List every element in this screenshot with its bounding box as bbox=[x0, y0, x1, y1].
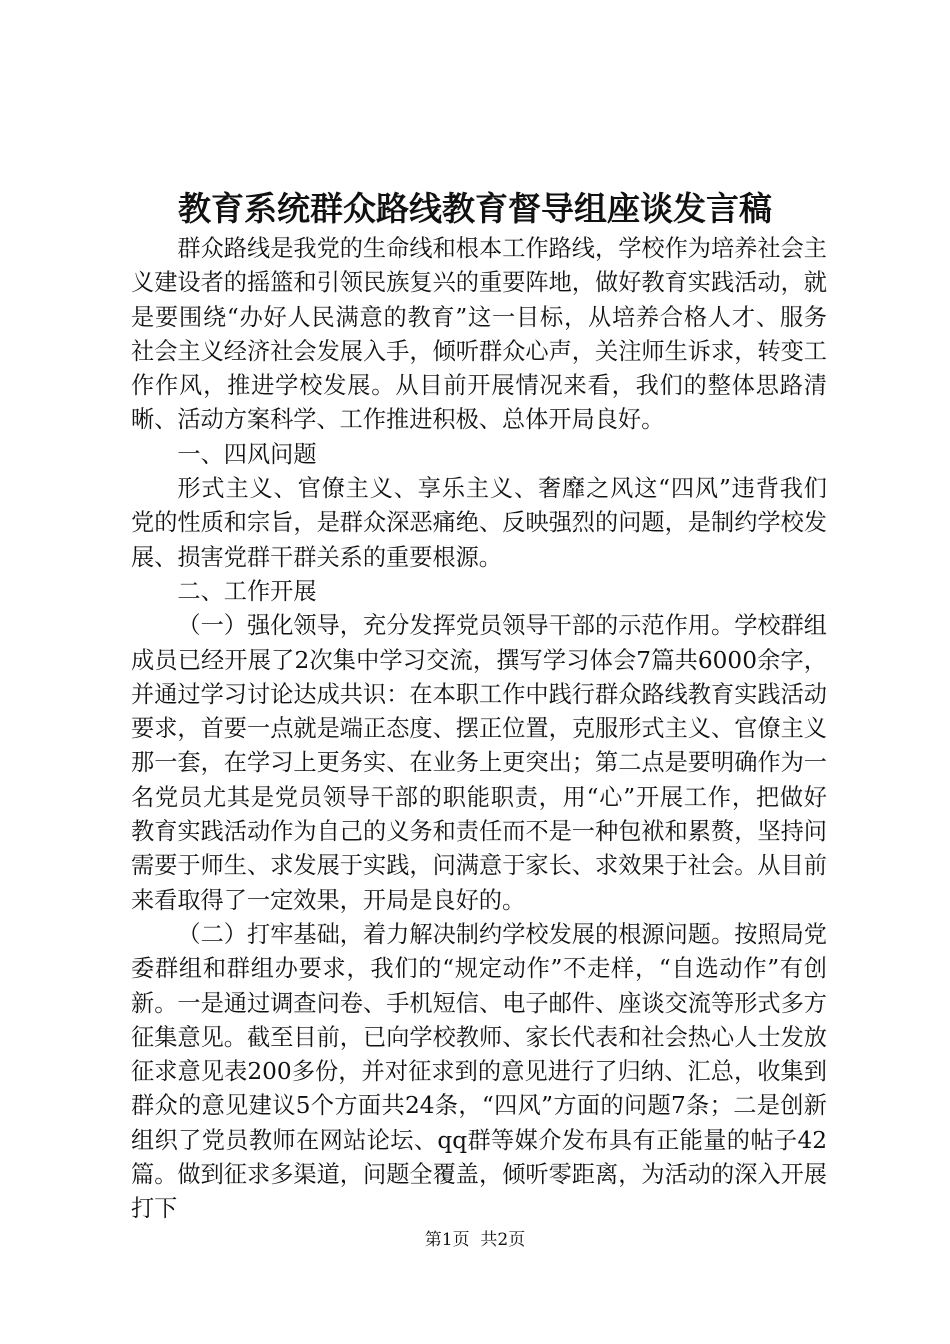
paragraph-four-winds: 形式主义、官僚主义、享乐主义、奢靡之风这“四风”违背我们党的性质和宗旨，是群众深恶痛绝、反映强烈的问题，是制约学校发展、损害党群干群关系的重要根源。 bbox=[131, 475, 827, 571]
section-heading-work: 二、工作开展 bbox=[177, 577, 317, 605]
page-footer: 第1页 共2页 bbox=[424, 1230, 526, 1250]
section-heading-four-winds: 一、四风问题 bbox=[177, 440, 317, 468]
document-body bbox=[131, 232, 827, 1227]
paragraph-work-2: （二）打牢基础，着力解决制约学校发展的根源问题。按照局党委群组和群组办要求，我们的“规定动作”不走样，“自选动作”有创新。一是通过调查问卷、手机短信、电子邮件、座谈交流等形式多方征集意见。截至目前，已向学校教师、家长代表和社会热心人士发放征求意见表200多份，并对征求到的意见进行了归纳、汇总，收集到群众的意见建议5个方面共24条，“四风”方面的问题7条；二是创新组织了党员教师在网站论坛、qq群等媒介发布具有正能量的帖子42篇。做到征求多渠道，问题全覆盖，倾听零距离，为活动的深入开展打下 bbox=[131, 920, 827, 1223]
paragraph-intro: 群众路线是我党的生命线和根本工作路线，学校作为培养社会主义建设者的摇篮和引领民族复兴的重要阵地，做好教育实践活动，就是要围绕“办好人民满意的教育”这一目标，从培养合格人才、服务社会主义经济社会发展入手，倾听群众心声，关注师生诉求，转变工作作风，推进学校发展。从目前开展情况来看，我们的整体思路清晰、活动方案科学、工作推进积极、总体开局良好。 bbox=[131, 235, 827, 434]
paragraph-work-1: （一）强化领导，充分发挥党员领导干部的示范作用。学校群组成员已经开展了2次集中学习交流，撰写学习体会7篇共6000余字，并通过学习讨论达成共识：在本职工作中践行群众路线教育实践活动要求，首要一点就是端正态度、摆正位置，克服形式主义、官僚主义那一套，在学习上更务实、在业务上更突出；第二点是要明确作为一名党员尤其是党员领导干部的职能职责，用“心”开展工作，把做好教育实践活动作为自己的义务和责任而不是一种包袱和累赘，坚持问需要于师生、求发展于实践，问满意于家长、求效果于社会。从目前来看取得了一定效果，开局是良好的。 bbox=[131, 612, 827, 914]
document-title: 教育系统群众路线教育督导组座谈发言稿 bbox=[178, 189, 772, 228]
